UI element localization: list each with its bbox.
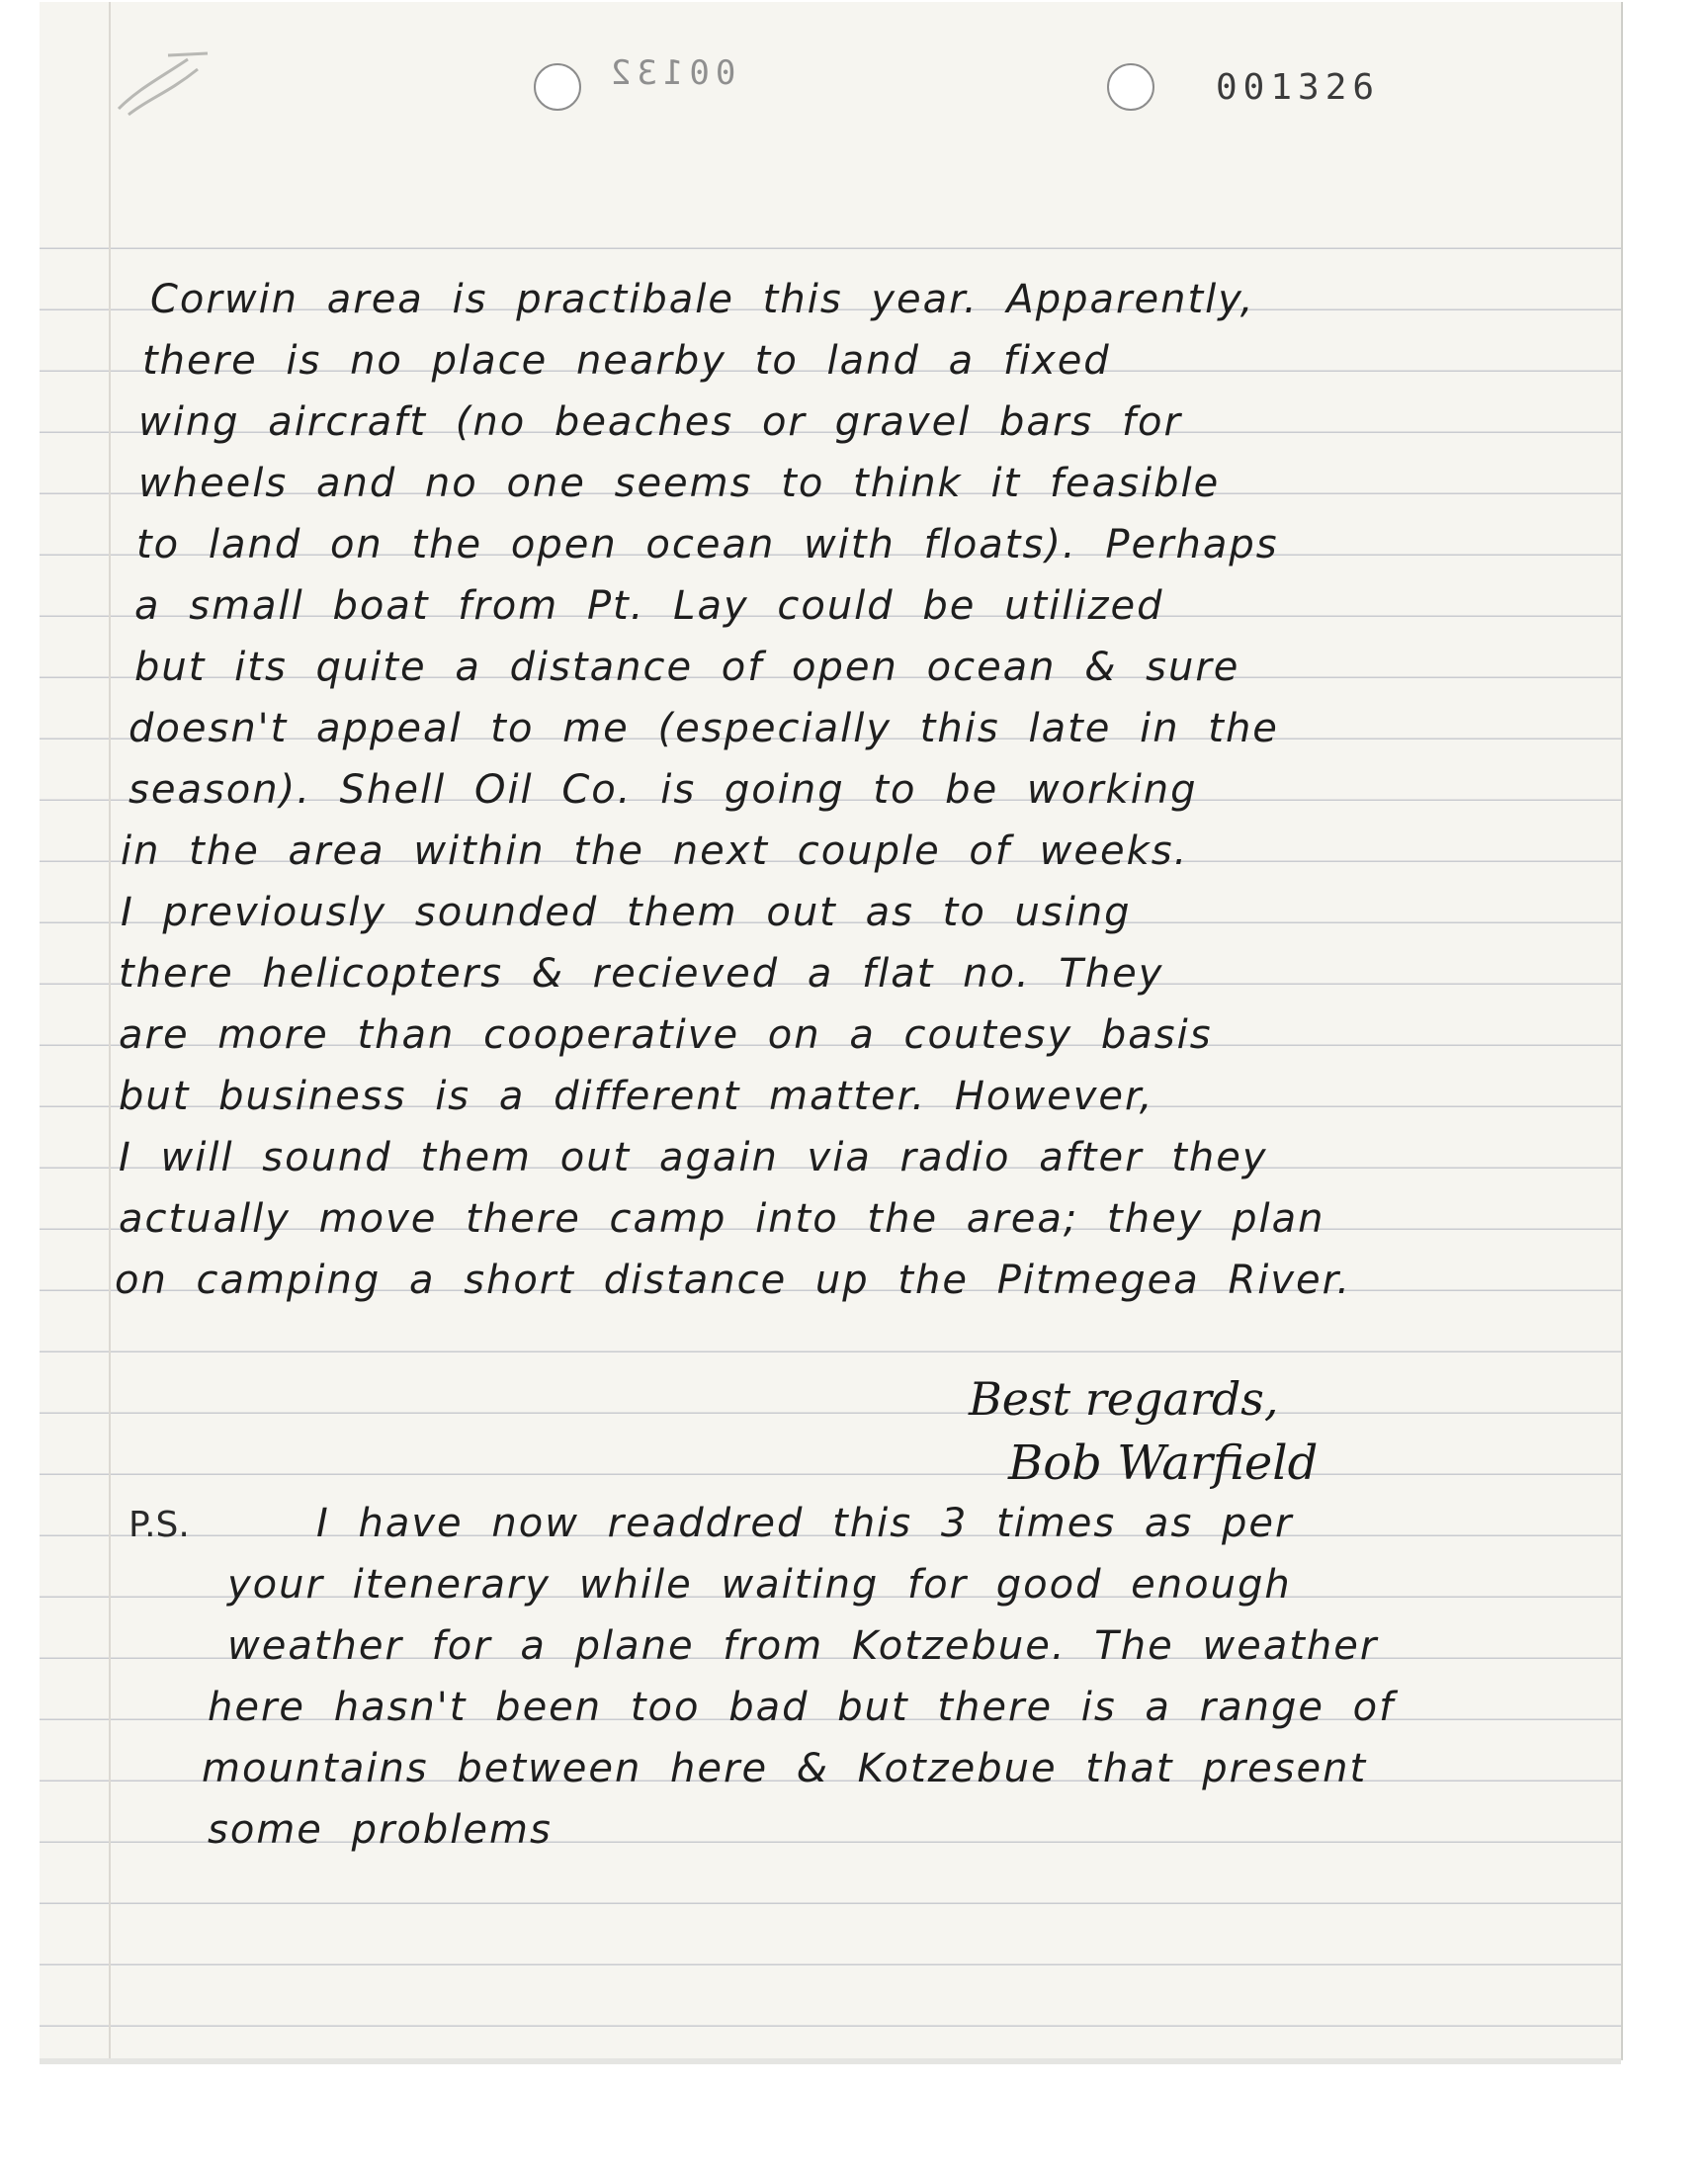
body-line: wing aircraft (no beaches or gravel bars for [138, 399, 1182, 445]
body-line: on camping a short distance up the Pitmegea River. [115, 1258, 1352, 1303]
ps-line: weather for a plane from Kotzebue. The weather [227, 1623, 1379, 1669]
ps-line: mountains between here & Kotzebue that present [202, 1746, 1368, 1791]
ps-line: your itenerary while waiting for good enough [227, 1562, 1292, 1608]
body-line: to land on the open ocean with floats). Perhaps [136, 522, 1279, 567]
signature: Bob Warfield [1008, 1436, 1319, 1491]
body-line: I will sound them out again via radio after they [119, 1135, 1268, 1180]
body-line: but its quite a distance of open ocean & sure [134, 645, 1240, 690]
body-line: I previously sounded them out as to using [121, 890, 1132, 935]
body-line: season). Shell Oil Co. is going to be working [128, 767, 1198, 813]
body-line: doesn't appeal to me (especially this late in the [128, 706, 1279, 751]
body-line: there helicopters & recieved a flat no. They [119, 951, 1164, 997]
notebook-page [40, 2, 1623, 2060]
body-line: but business is a different matter. However, [119, 1074, 1154, 1119]
bleedthrough-stamp: 00132 [605, 53, 736, 93]
closing-salutation: Best regards, [969, 1372, 1279, 1426]
ps-line: I have now readdred this 3 times as per [316, 1501, 1294, 1546]
body-line: are more than cooperative on a coutesy basis [119, 1012, 1213, 1058]
body-line: in the area within the next couple of weeks. [121, 828, 1189, 874]
body-line: there is no place nearby to land a fixed [142, 338, 1111, 384]
ps-label: P.S. [128, 1505, 190, 1545]
body-line: Corwin area is practibale this year. Apparently, [150, 277, 1255, 322]
page-bottom-edge [40, 2058, 1621, 2064]
ps-line: here hasn't been too bad but there is a range of [208, 1685, 1396, 1730]
ps-line: some problems [208, 1807, 553, 1853]
body-line: actually move there camp into the area; they plan [119, 1196, 1325, 1242]
body-line: wheels and no one seems to think it feasible [138, 461, 1221, 506]
body-line: a small boat from Pt. Lay could be utilized [134, 583, 1164, 629]
document-number-stamp: 001326 [1216, 67, 1381, 108]
